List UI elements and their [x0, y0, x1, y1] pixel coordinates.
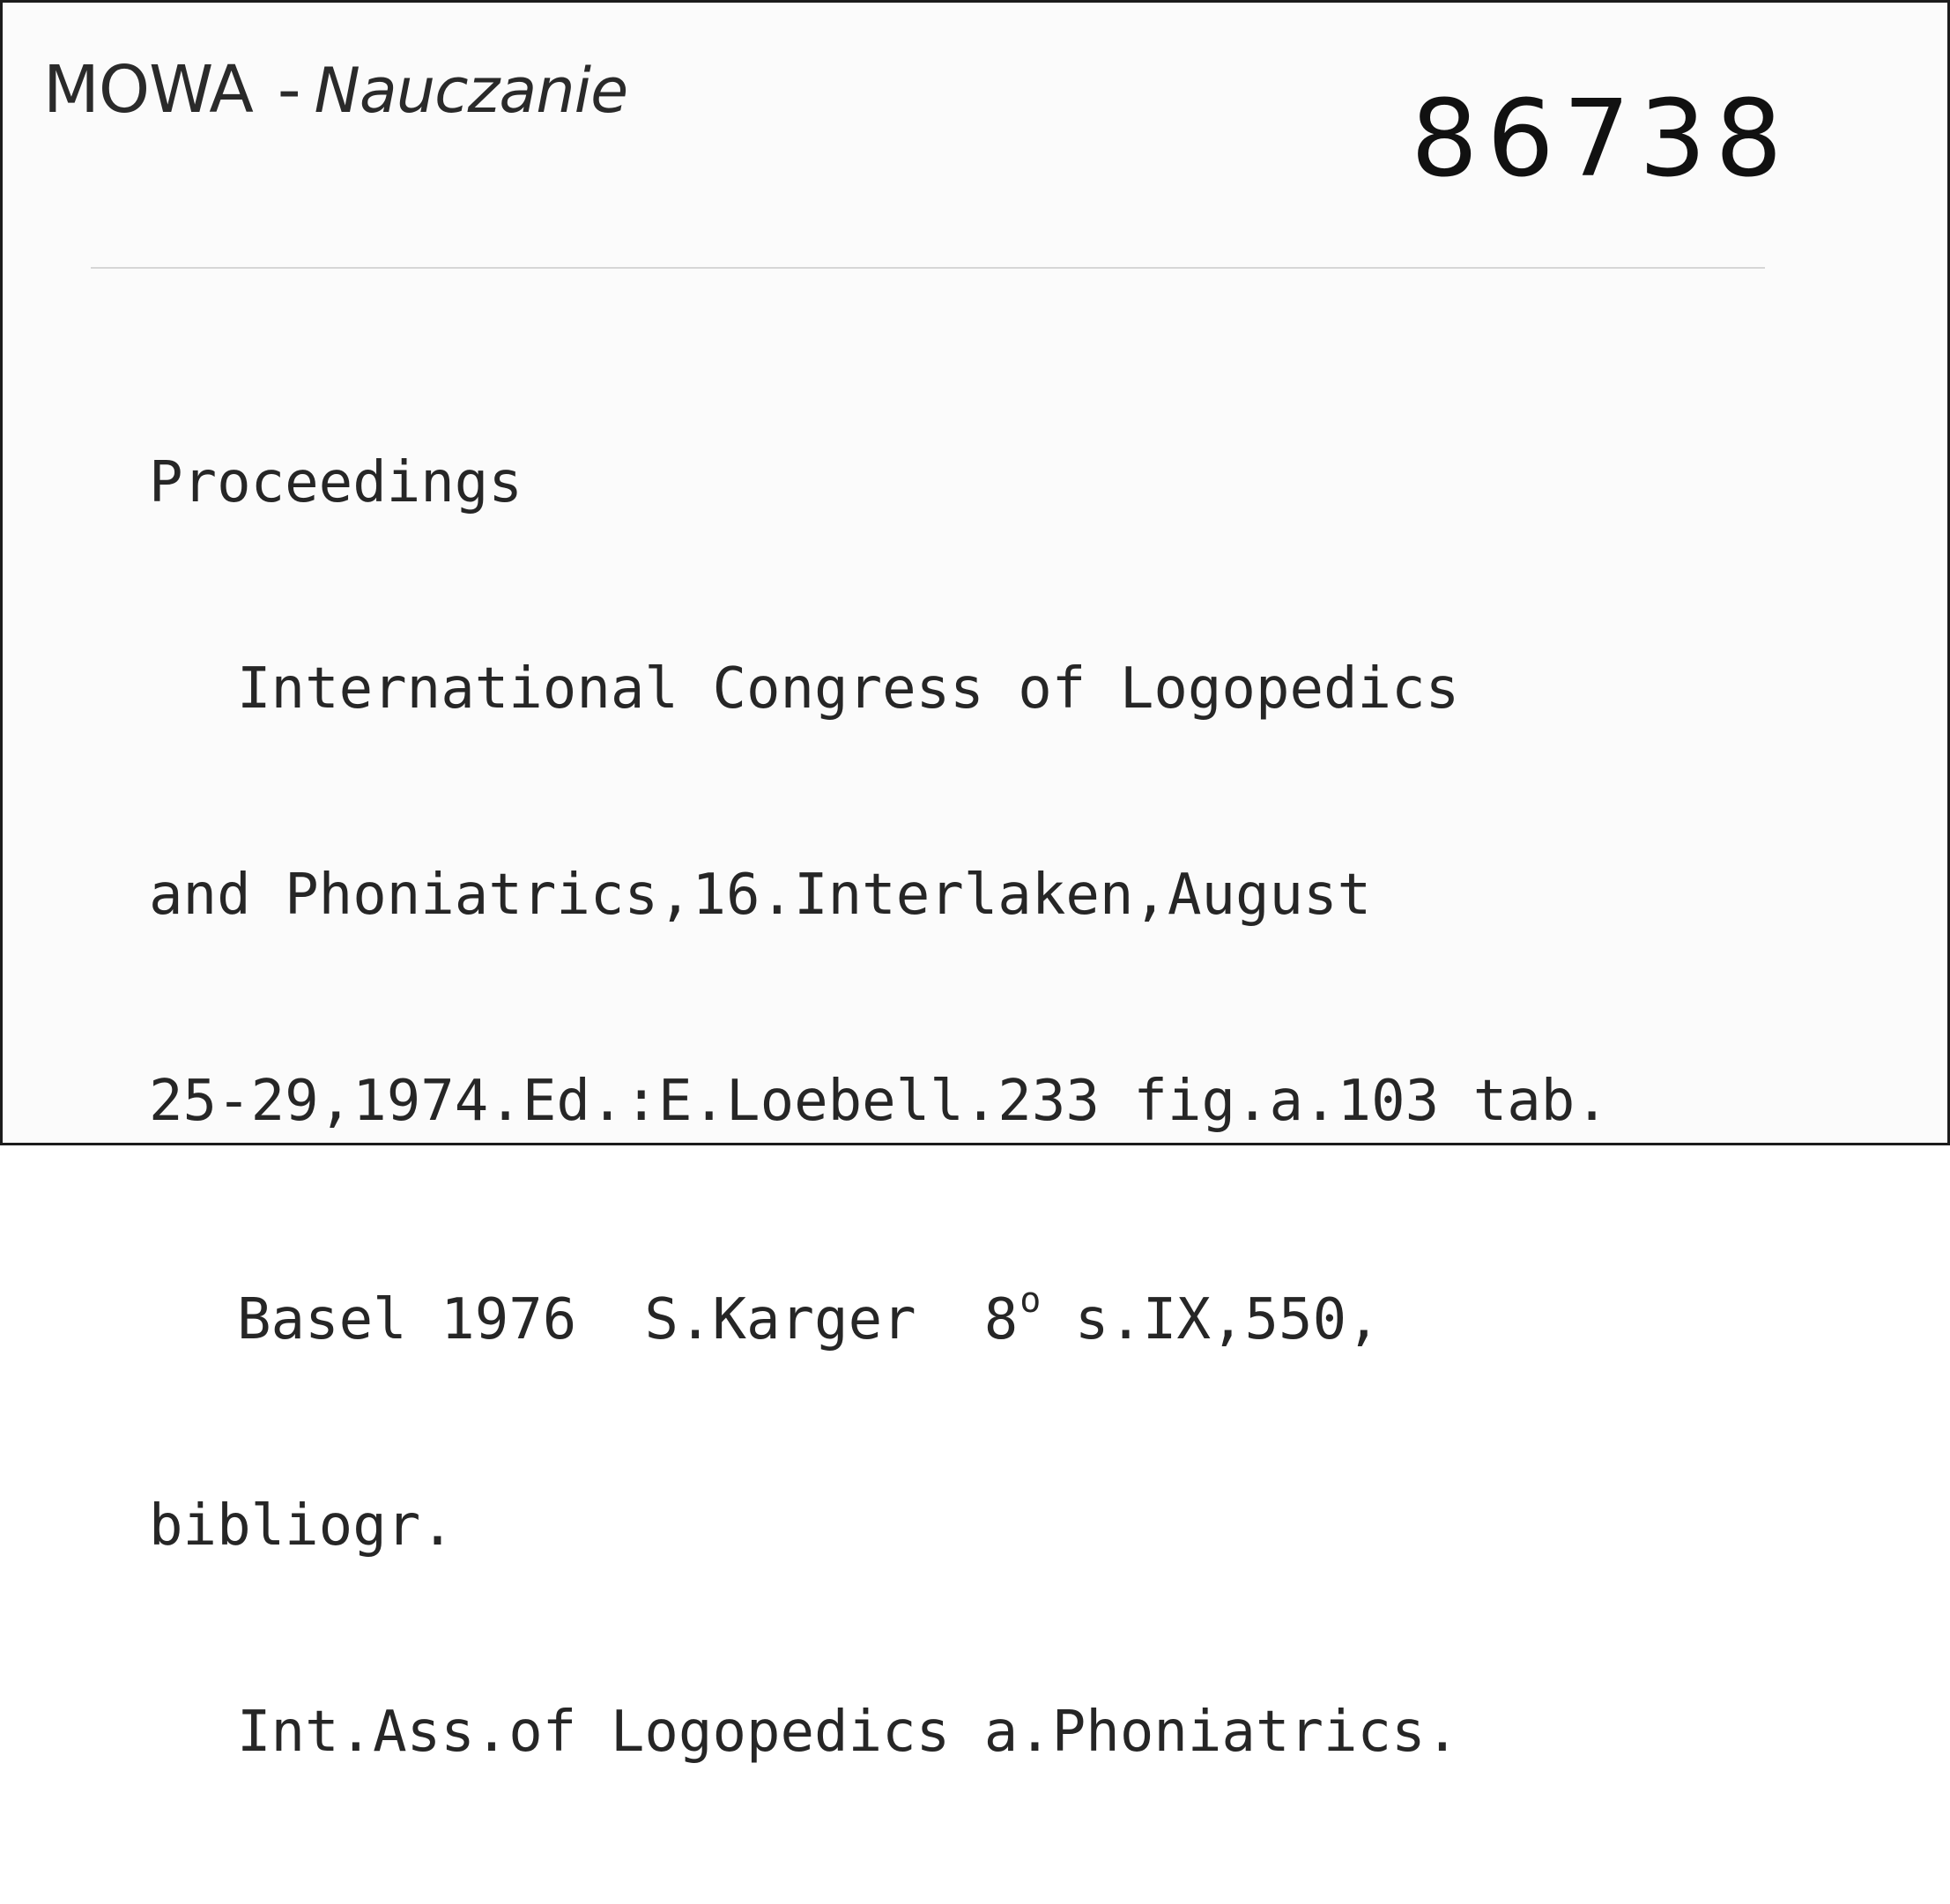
- entry-line-5: bibliogr.: [149, 1493, 455, 1559]
- subject-topic: Nauczanie: [314, 55, 628, 127]
- entry-line-1: International Congress of Logopedics: [237, 656, 1460, 722]
- entry-title: Proceedings: [149, 450, 523, 515]
- faint-ruling: [91, 267, 1765, 269]
- subject-dash: -: [277, 52, 300, 128]
- entry-line-4-a: Basel 1976 S.Karger 8: [237, 1287, 1019, 1352]
- entry-line-3: 25-29,1974.Ed.:E.Loebell.233 fig.a.103 tab.: [149, 1069, 1609, 1134]
- catalog-number: 86738: [1411, 78, 1791, 201]
- bibliographic-entry: [149, 311, 1609, 1904]
- entry-line-2: and Phoniatrics,16.Interlaken,August: [149, 863, 1372, 928]
- entry-line-4-superscript: o: [1019, 1280, 1042, 1321]
- subject-heading: [43, 52, 627, 128]
- entry-line-4: [149, 1280, 1609, 1354]
- subject-main: MOWA: [43, 52, 253, 128]
- entry-line-6: Int.Ass.of Logopedics a.Phoniatrics.: [237, 1700, 1460, 1765]
- entry-line-4-b: s.IX,550,: [1041, 1287, 1381, 1352]
